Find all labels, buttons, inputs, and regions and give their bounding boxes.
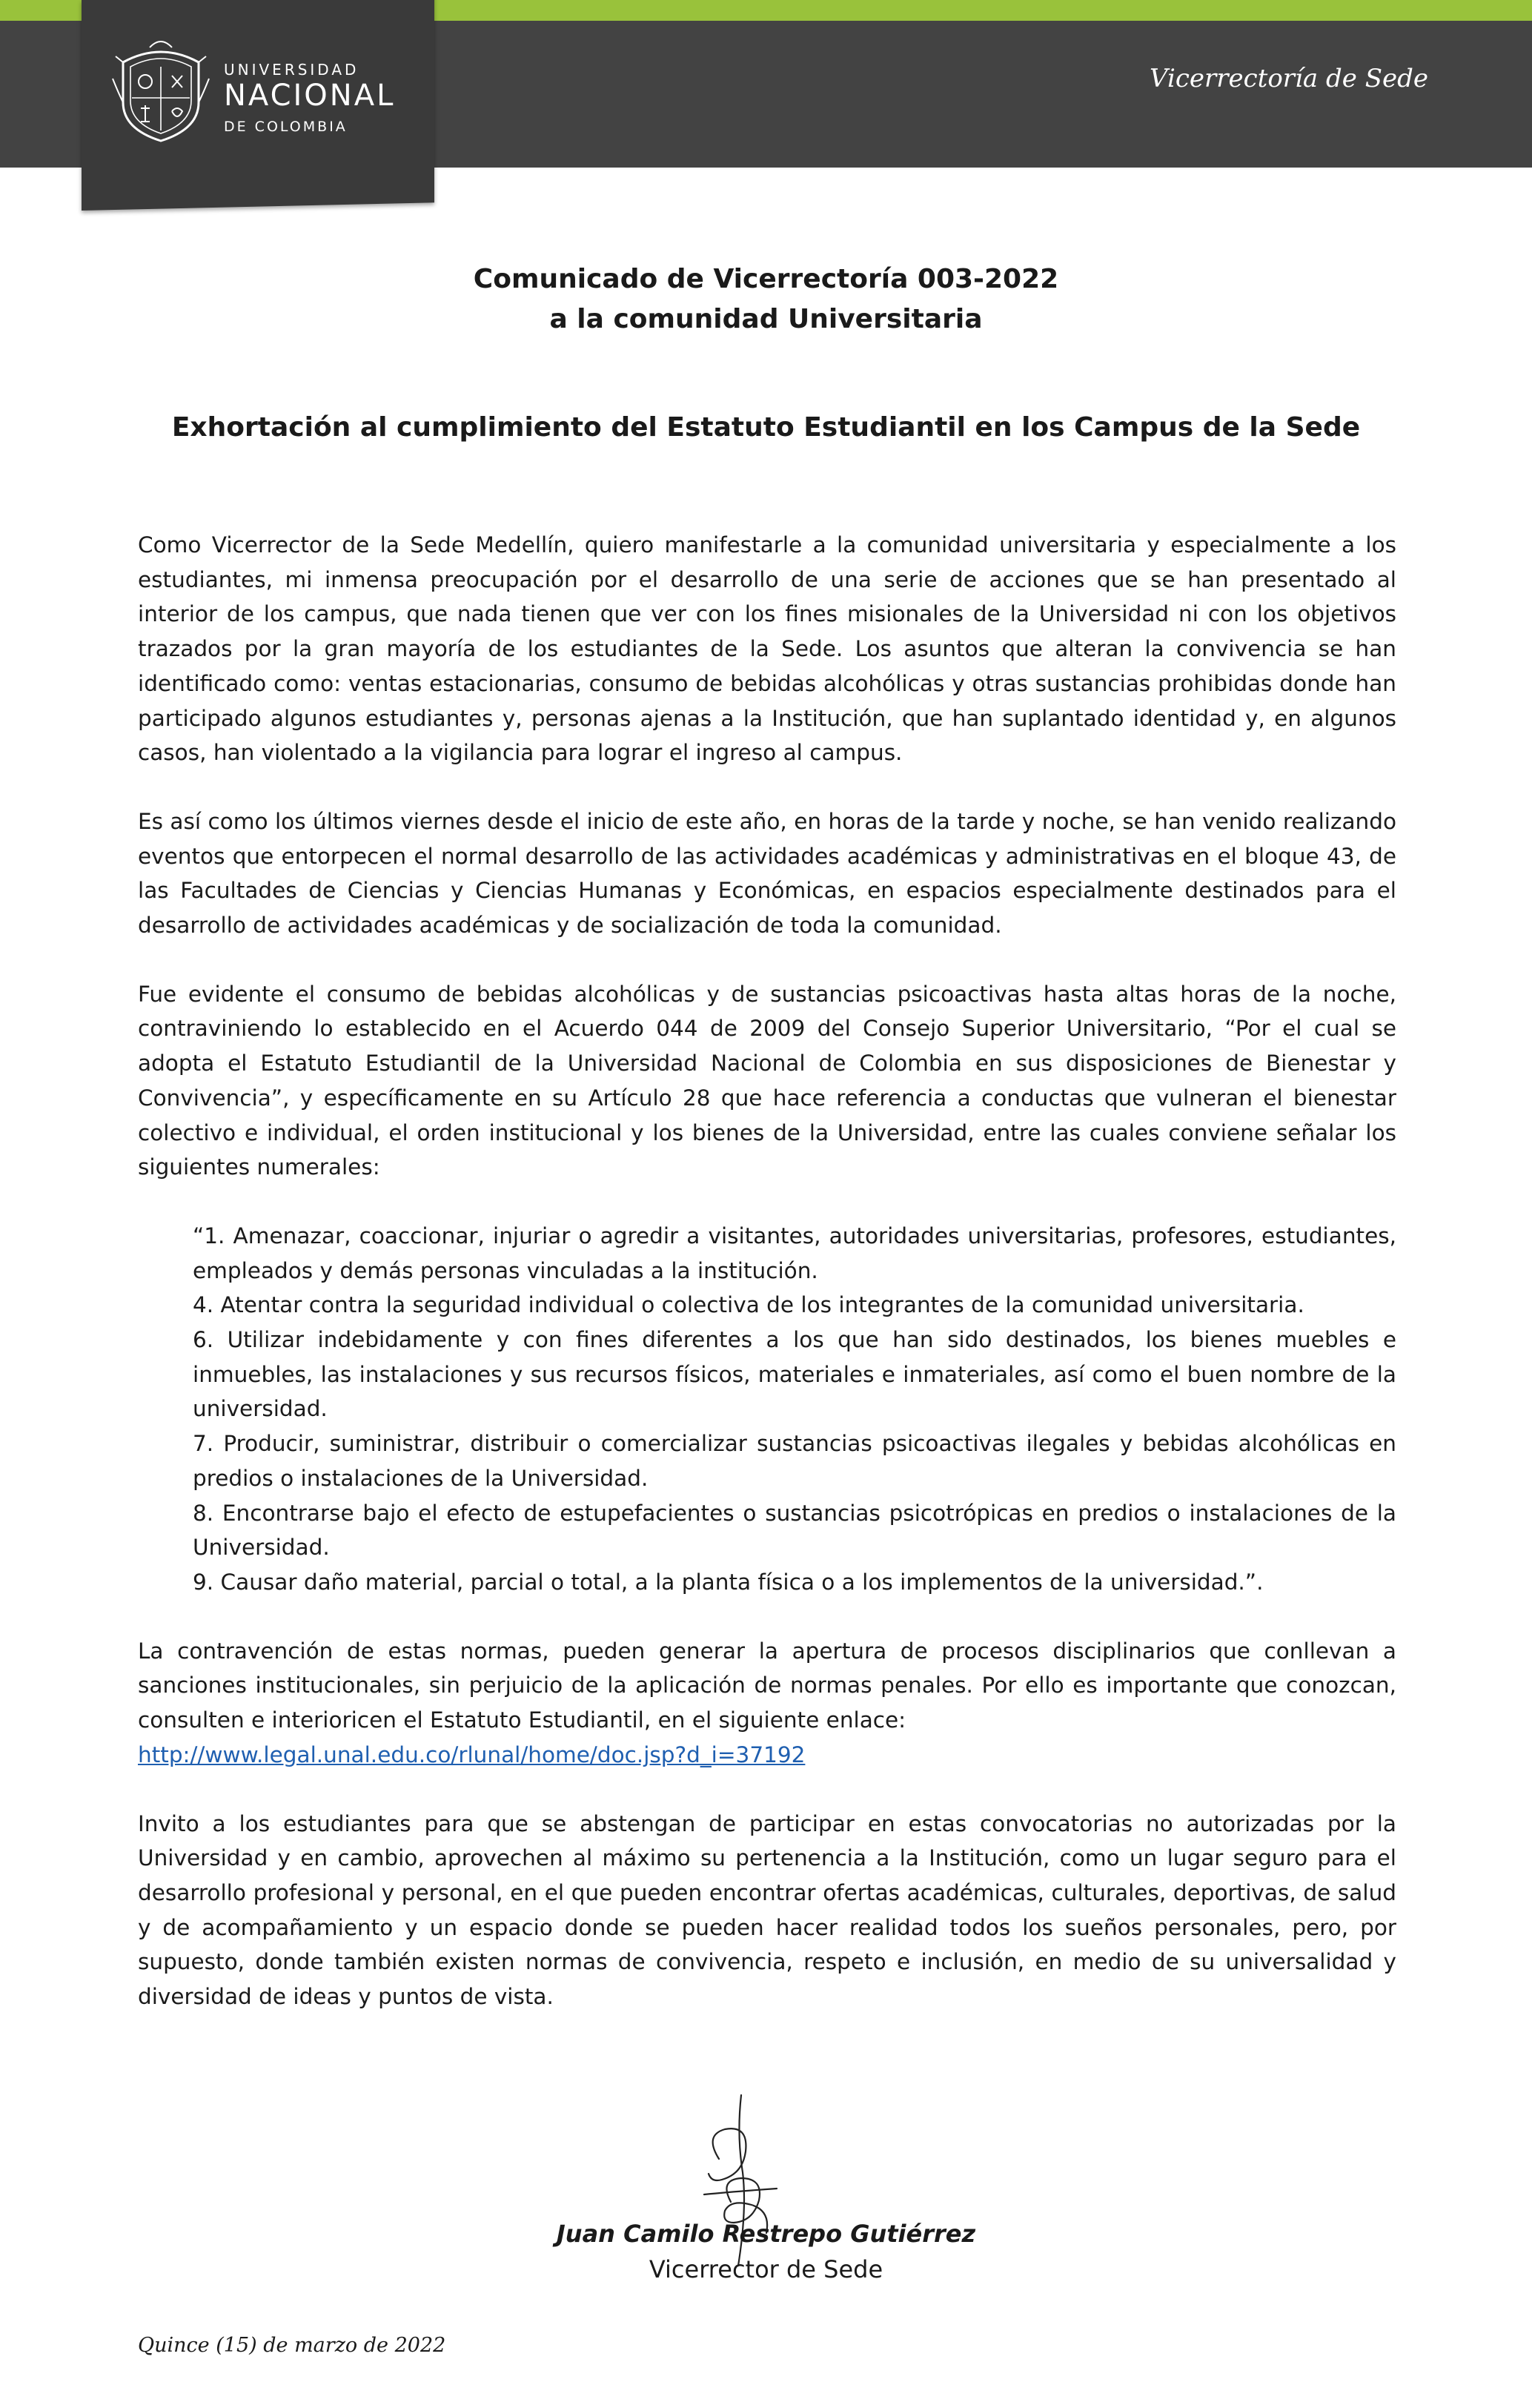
paragraph-5: Invito a los estudiantes para que se abstengan de participar en estas convocatorias no autorizadas por la Universidad y en cambio, aprovechen al máximo su pertenencia a la Institución, como un lugar seguro para el desarrollo profesional y personal, en el que pueden encontrar ofertas académicas, culturales, deportivas, de salud y de acompañamiento y un espacio donde se pueden hacer realidad todos los sueños personales, pero, por supuesto, donde también existen normas de convivencia, respeto e inclusión, en medio de su universalidad y diversidad de ideas y puntos de vista.	[138, 1810, 1396, 2010]
paragraph-1: Como Vicerrector de la Sede Medellín, quiero manifestarle a la comunidad universitaria y especialmente a los estudiantes, mi inmensa preocupación por el desarrollo de una serie de acciones que se han presentado al interior de los campus, que nada tienen que ver con los fines misionales de la Universidad ni con los objetivos trazados por la gran mayoría de los estudiantes de la Sede. Los asuntos que alteran la convivencia se han identificado como: ventas estacionarias, consumo de bebidas alcohólicas y otras sustancias prohibidas donde han participado algunos estudiantes y, personas ajenas a la Institución, que han suplantado identidad y, en algunos casos, han violentado a la vigilancia para lograr el ingreso al campus.	[138, 532, 1396, 766]
logo-line-2: NACIONAL	[224, 79, 396, 113]
signatory-role: Vicerrector de Sede	[649, 2255, 883, 2283]
document-date: Quince (15) de marzo de 2022	[138, 2334, 446, 2357]
document-subtitle: Exhortación al cumplimiento del Estatuto Estudiantil en los Campus de la Sede	[171, 412, 1361, 443]
numeral-item: 7. Producir, suministrar, distribuir o comercializar sustancias psicoactivas ilegales y bebidas alcohólicas en predios o instalaciones de la Universidad.	[193, 1431, 1396, 1491]
document-title	[0, 259, 1532, 340]
logo-line-3: DE COLOMBIA	[224, 119, 348, 135]
numeral-item: 9. Causar daño material, parcial o total, a la planta física o a los implementos de la universidad.”.	[193, 1569, 1264, 1595]
header-office-name: Vicerrectoría de Sede	[1150, 64, 1428, 93]
document-body	[138, 528, 1396, 2048]
numeral-item: 6. Utilizar indebidamente y con fines diferentes a los que han sido destinados, los bienes muebles e inmuebles, las instalaciones y sus recursos físicos, materiales e inmateriales, así como el buen nombre de la universidad.	[193, 1327, 1396, 1422]
numeral-item: “1. Amenazar, coaccionar, injuriar o agredir a visitantes, autoridades universitarias, profesores, estudiantes, empleados y demás personas vinculadas a la institución.	[193, 1223, 1396, 1283]
title-line-2: a la comunidad Universitaria	[549, 304, 983, 334]
university-seal-icon	[108, 34, 213, 145]
paragraph-3: Fue evidente el consumo de bebidas alcohólicas y de sustancias psicoactivas hasta altas horas de la noche, contraviniendo lo establecido en el Acuerdo 044 de 2009 del Consejo Superior Universitario, “Por el cual se adopta el Estatuto Estudiantil de la Universidad Nacional de Colombia en sus disposiciones de Bienestar y Convivencia”, y específicamente en su Artículo 28 que hace referencia a conductas que vulneran el bienestar colectivo e individual, el orden institucional y los bienes de la Universidad, entre las cuales conviene señalar los siguientes numerales:	[138, 981, 1396, 1180]
paragraph-4-text: La contravención de estas normas, pueden generar la apertura de procesos disciplinarios que conllevan a sanciones institucionales, sin perjuicio de la aplicación de normas penales. Por ello es importante que conozcan, consulten e interioricen el Estatuto Estudiantil, en el siguiente enlace:	[138, 1638, 1396, 1733]
logo-line-1: UNIVERSIDAD	[224, 61, 359, 79]
quoted-numerals	[193, 1219, 1396, 1600]
numeral-item: 4. Atentar contra la seguridad individual o colectiva de los integrantes de la comunidad universitaria.	[193, 1292, 1304, 1318]
title-line-1: Comunicado de Vicerrectoría 003-2022	[473, 264, 1059, 294]
numeral-item: 8. Encontrarse bajo el efecto de estupefacientes o sustancias psicotrópicas en predios o instalaciones de la Universidad.	[193, 1500, 1396, 1561]
signatory-name: Juan Camilo Restrepo Gutiérrez	[556, 2220, 976, 2248]
statute-link[interactable]: http://www.legal.unal.edu.co/rlunal/home/doc.jsp?d_i=37192	[138, 1742, 806, 1767]
paragraph-2: Es así como los últimos viernes desde el inicio de este año, en horas de la tarde y noche, se han venido realizando eventos que entorpecen el normal desarrollo de las actividades académicas y administrativas en el bloque 43, de las Facultades de Ciencias y Ciencias Humanas y Económicas, en espacios especialmente destinados para el desarrollo de actividades académicas y de socialización de toda la comunidad.	[138, 808, 1396, 939]
paragraph-4	[138, 1634, 1396, 1773]
university-logo	[82, 0, 434, 211]
